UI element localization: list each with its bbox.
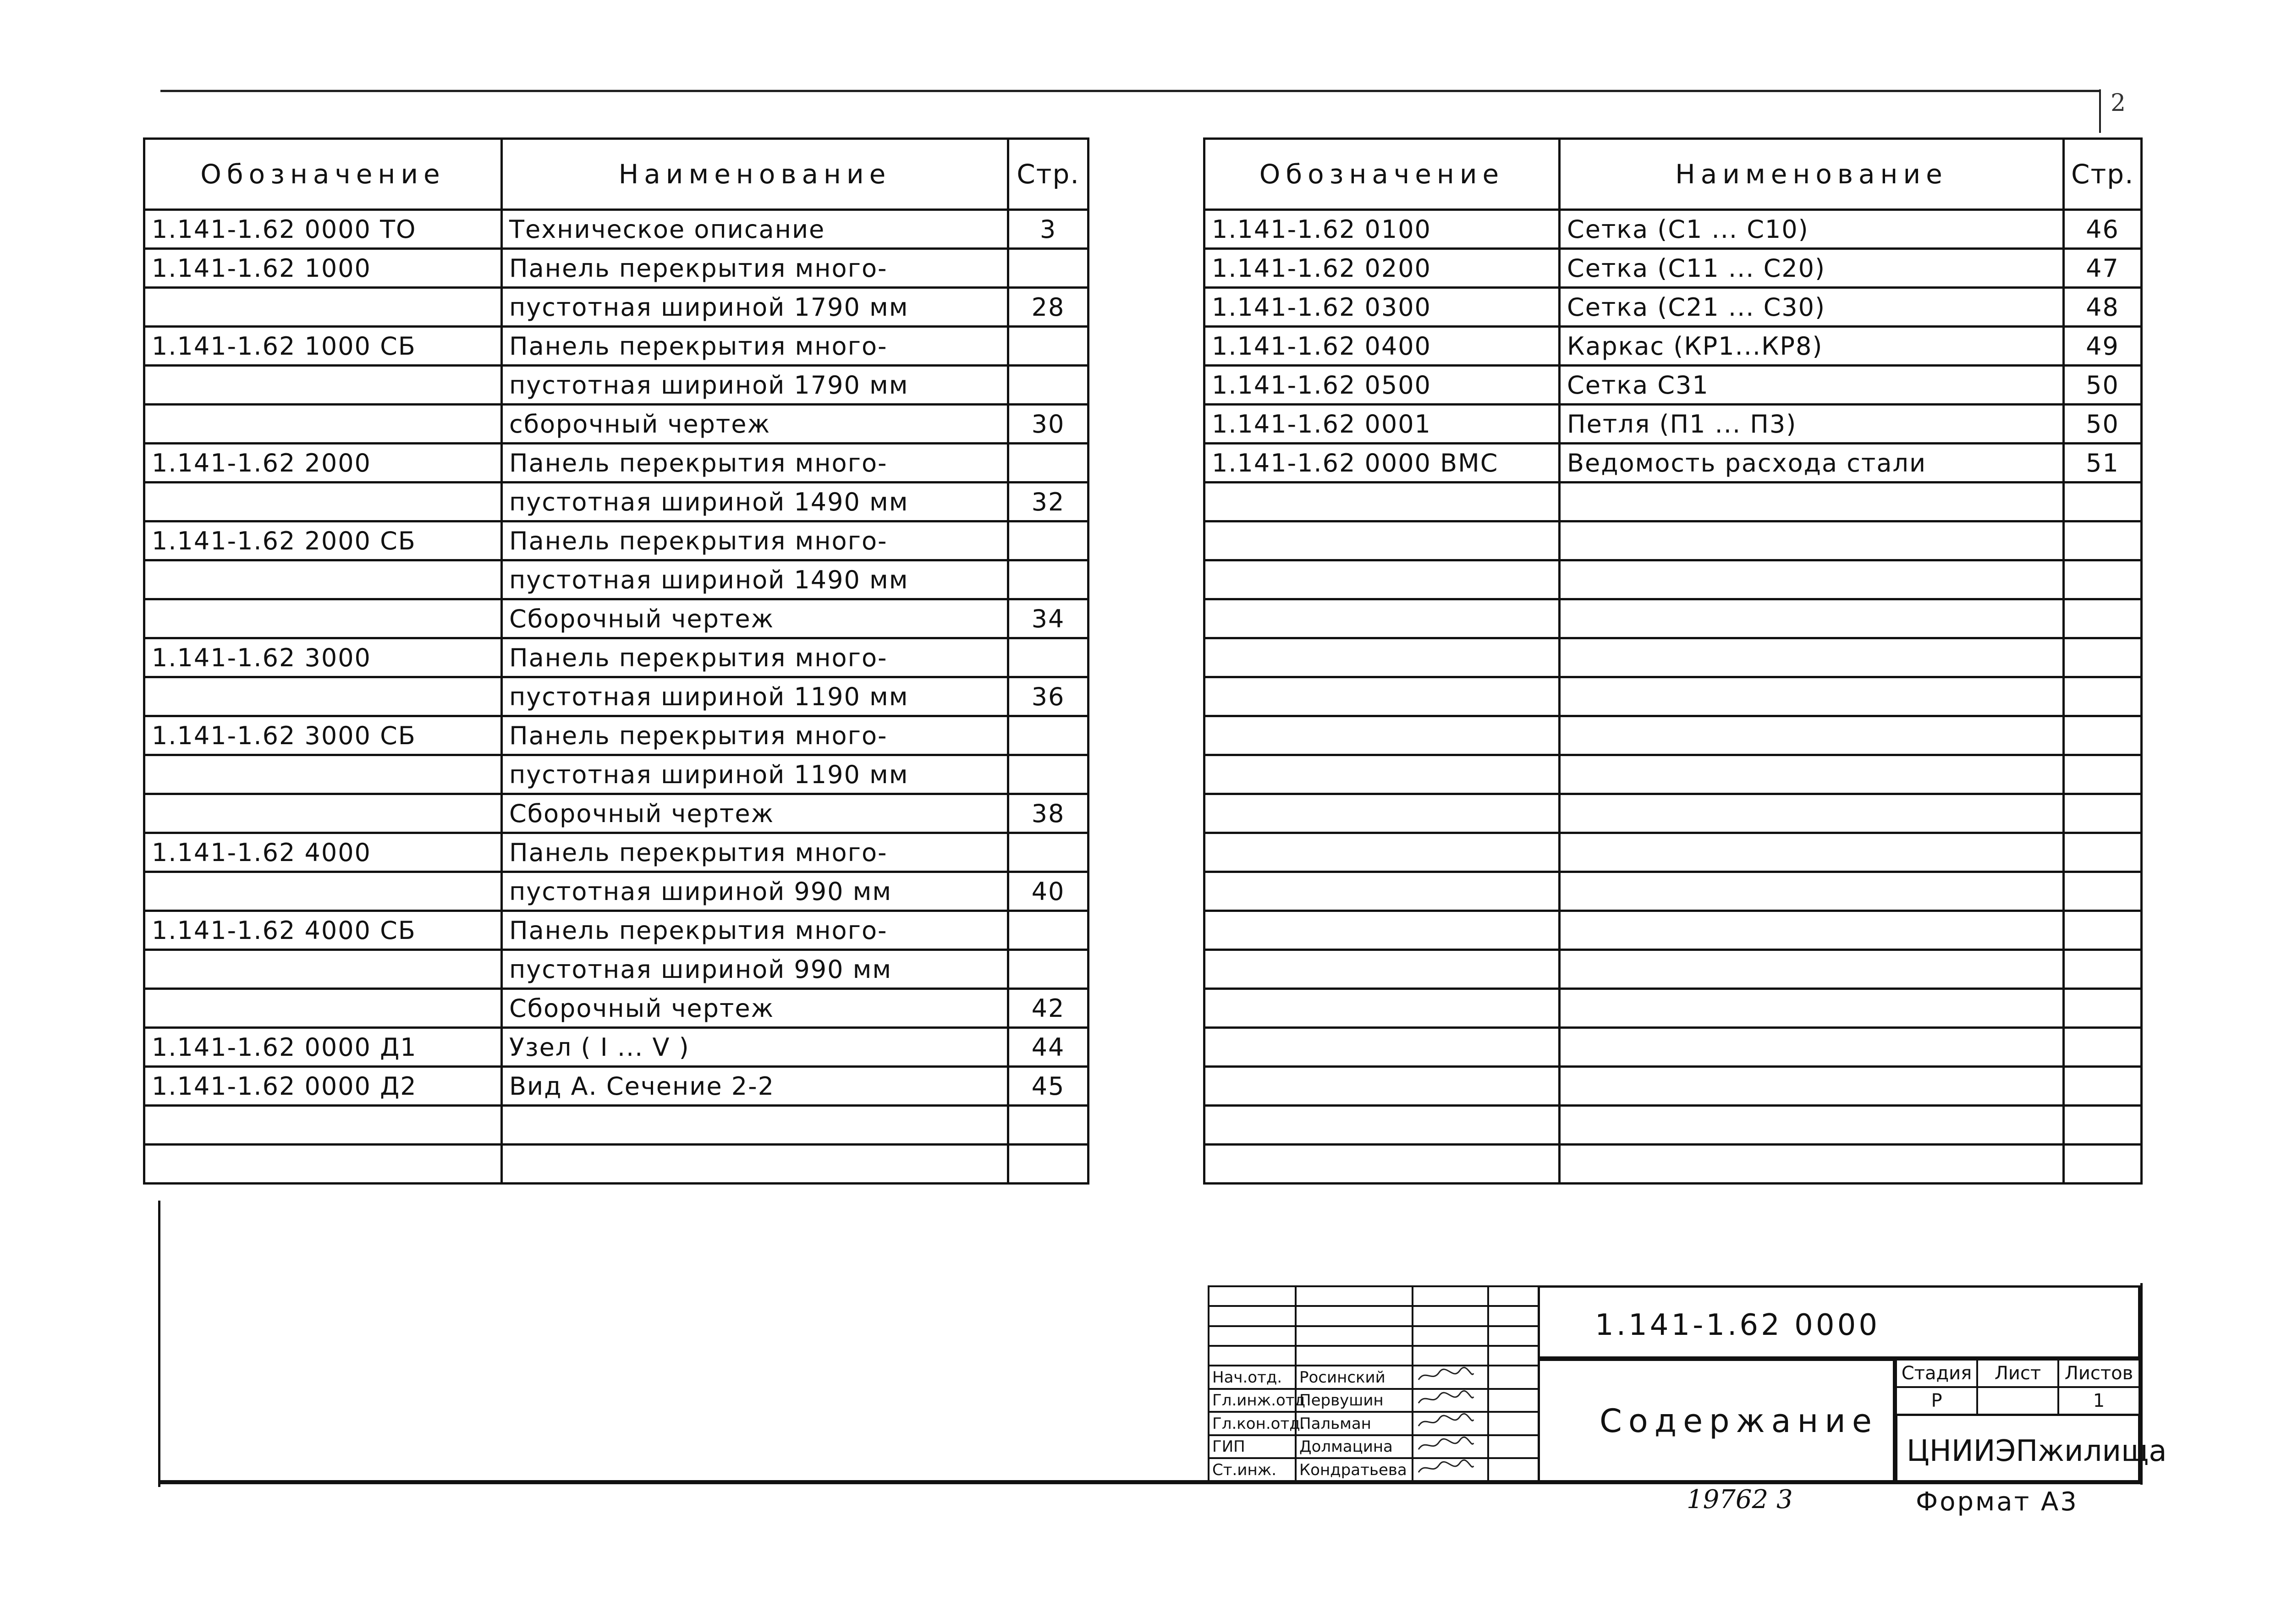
sheet-number: 2 (2111, 89, 2126, 117)
page-header: Стр. (1008, 139, 1089, 210)
designation-cell (144, 599, 502, 638)
name-cell: Панель перекрытия много- (502, 716, 1008, 755)
page-cell (1008, 521, 1089, 560)
table-row (1204, 872, 2142, 911)
name-cell: Ведомость расхода стали (1560, 444, 2064, 483)
name-cell (1560, 1067, 2064, 1106)
name-cell: Сборочный чертеж (502, 599, 1008, 638)
approval-cell (1209, 1306, 1296, 1326)
designation-cell (144, 560, 502, 599)
table-row (144, 872, 1089, 911)
name-header: Наименование (502, 139, 1008, 210)
table-row (1204, 210, 2142, 249)
designation-header: Обозначение (1204, 139, 1560, 210)
sheets-label: Листов (2058, 1360, 2139, 1387)
designation-cell (1204, 1145, 1560, 1184)
frame-left-border (158, 1201, 160, 1487)
table-row (144, 210, 1089, 249)
designation-header: Обозначение (144, 139, 502, 210)
document-code-box (1538, 1285, 2140, 1359)
name-cell (1560, 872, 2064, 911)
approval-cell (1296, 1326, 1413, 1346)
name-cell: Панель перекрытия много- (502, 249, 1008, 288)
name-cell (1560, 833, 2064, 872)
name-cell: Сетка (С21 ... С30) (1560, 288, 2064, 327)
date-cell (1488, 1389, 1539, 1412)
page-cell (2064, 1028, 2142, 1067)
designation-cell (1204, 599, 1560, 638)
designation-cell: 1.141-1.62 1000 СБ (144, 327, 502, 366)
page-cell: 34 (1008, 599, 1089, 638)
signature-icon (1416, 1390, 1476, 1407)
table-header-row (144, 139, 1089, 210)
approval-row (1209, 1366, 1539, 1389)
approval-cell (1296, 1346, 1413, 1366)
name-cell: Петля (П1 ... П3) (1560, 405, 2064, 444)
name-cell: Техническое описание (502, 210, 1008, 249)
table-row (144, 249, 1089, 288)
table-row (144, 911, 1089, 950)
name-cell: пустотная шириной 1190 мм (502, 677, 1008, 716)
table-row (1204, 755, 2142, 794)
approval-empty-row (1209, 1306, 1539, 1326)
name-cell: Панель перекрытия много- (502, 911, 1008, 950)
name-cell (1560, 716, 2064, 755)
table-row (1204, 249, 2142, 288)
name-cell: Сетка (С1 ... С10) (1560, 210, 2064, 249)
page-cell (1008, 833, 1089, 872)
page-cell (2064, 1067, 2142, 1106)
name-cell: Панель перекрытия много- (502, 444, 1008, 483)
approval-cell (1296, 1306, 1413, 1326)
page-cell: 30 (1008, 405, 1089, 444)
table-row (1204, 911, 2142, 950)
designation-cell: 1.141-1.62 0000 ВМС (1204, 444, 1560, 483)
document-code: 1.141-1.62 0000 (1595, 1308, 1880, 1342)
designation-cell: 1.141-1.62 0001 (1204, 405, 1560, 444)
date-cell (1488, 1366, 1539, 1389)
page-cell (2064, 599, 2142, 638)
name-cell (1560, 794, 2064, 833)
page-cell (2064, 872, 2142, 911)
approval-grid (1208, 1285, 1539, 1482)
sheet-value (1977, 1387, 2058, 1415)
approval-role: Ст.инж. (1209, 1458, 1296, 1481)
name-cell: Вид А. Сечение 2-2 (502, 1067, 1008, 1106)
name-cell (1560, 911, 2064, 950)
signature-cell (1413, 1412, 1488, 1435)
approval-name: Пальман (1296, 1412, 1413, 1435)
table-row (1204, 560, 2142, 599)
designation-cell (1204, 950, 1560, 989)
designation-cell (1204, 794, 1560, 833)
name-cell: пустотная шириной 1190 мм (502, 755, 1008, 794)
name-cell: Сетка С31 (1560, 366, 2064, 405)
approval-row (1209, 1412, 1539, 1435)
page-cell (2064, 1106, 2142, 1145)
table-row (1204, 950, 2142, 989)
approval-name: Долмацина (1296, 1435, 1413, 1459)
designation-cell (1204, 755, 1560, 794)
table-row (1204, 521, 2142, 560)
approval-row (1209, 1389, 1539, 1412)
page-cell (1008, 444, 1089, 483)
signature-icon (1416, 1413, 1476, 1430)
name-cell: пустотная шириной 1790 мм (502, 366, 1008, 405)
sheet-number-divider (2099, 89, 2101, 133)
date-cell (1488, 1435, 1539, 1459)
page-cell (2064, 521, 2142, 560)
page-cell (1008, 950, 1089, 989)
table-row (144, 560, 1089, 599)
page-cell (2064, 638, 2142, 677)
table-row (144, 989, 1089, 1028)
name-cell (1560, 599, 2064, 638)
page-cell (1008, 1106, 1089, 1145)
page-cell (2064, 483, 2142, 521)
page-cell: 47 (2064, 249, 2142, 288)
designation-cell: 1.141-1.62 1000 (144, 249, 502, 288)
approval-cell (1413, 1306, 1488, 1326)
table-row (1204, 989, 2142, 1028)
designation-cell (1204, 1028, 1560, 1067)
name-cell: Узел ( I ... V ) (502, 1028, 1008, 1067)
table-header-row (1204, 139, 2142, 210)
table-row (1204, 638, 2142, 677)
name-cell: пустотная шириной 990 мм (502, 872, 1008, 911)
page-cell: 42 (1008, 989, 1089, 1028)
page-cell: 28 (1008, 288, 1089, 327)
page-cell: 51 (2064, 444, 2142, 483)
page-cell: 40 (1008, 872, 1089, 911)
name-cell (502, 1145, 1008, 1184)
contents-table-right (1203, 137, 2143, 1185)
designation-cell: 1.141-1.62 3000 СБ (144, 716, 502, 755)
table-row (1204, 1145, 2142, 1184)
page-cell: 36 (1008, 677, 1089, 716)
page-cell (2064, 716, 2142, 755)
name-cell (1560, 1028, 2064, 1067)
approval-cell (1488, 1346, 1539, 1366)
approval-empty-row (1209, 1286, 1539, 1306)
table-row (144, 716, 1089, 755)
designation-cell (144, 677, 502, 716)
signature-cell (1413, 1458, 1488, 1481)
name-cell: Сборочный чертеж (502, 794, 1008, 833)
designation-cell: 1.141-1.62 2000 СБ (144, 521, 502, 560)
table-row (1204, 1106, 2142, 1145)
sheet-label: Лист (1977, 1360, 2058, 1387)
designation-cell (1204, 872, 1560, 911)
approval-name: Росинский (1296, 1366, 1413, 1389)
designation-cell: 1.141-1.62 0300 (1204, 288, 1560, 327)
designation-cell (1204, 1106, 1560, 1145)
name-cell: пустотная шириной 990 мм (502, 950, 1008, 989)
approval-role: Гл.инж.отд (1209, 1389, 1296, 1412)
table-row (1204, 405, 2142, 444)
designation-cell (1204, 716, 1560, 755)
date-cell (1488, 1412, 1539, 1435)
designation-cell: 1.141-1.62 0000 ТО (144, 210, 502, 249)
table-row (144, 405, 1089, 444)
table-row (144, 327, 1089, 366)
designation-cell (1204, 638, 1560, 677)
page-cell (1008, 560, 1089, 599)
designation-cell (144, 483, 502, 521)
designation-cell: 1.141-1.62 4000 СБ (144, 911, 502, 950)
table-row (1204, 1067, 2142, 1106)
designation-cell (144, 950, 502, 989)
page-cell (2064, 911, 2142, 950)
designation-cell (1204, 677, 1560, 716)
page-cell: 32 (1008, 483, 1089, 521)
designation-cell (144, 288, 502, 327)
name-cell: Панель перекрытия много- (502, 833, 1008, 872)
table-row (144, 833, 1089, 872)
page-cell (1008, 911, 1089, 950)
approval-cell (1413, 1346, 1488, 1366)
approval-cell (1488, 1326, 1539, 1346)
page-cell: 50 (2064, 405, 2142, 444)
designation-cell: 1.141-1.62 3000 (144, 638, 502, 677)
table-row (1204, 794, 2142, 833)
name-cell: пустотная шириной 1790 мм (502, 288, 1008, 327)
table-row (144, 1145, 1089, 1184)
approval-role: Гл.кон.отд. (1209, 1412, 1296, 1435)
table-row (1204, 833, 2142, 872)
table-row (1204, 677, 2142, 716)
table-row (144, 1106, 1089, 1145)
table-row (144, 288, 1089, 327)
table-row (144, 677, 1089, 716)
approval-role: ГИП (1209, 1435, 1296, 1459)
designation-cell (1204, 833, 1560, 872)
approval-row (1209, 1435, 1539, 1459)
designation-cell (144, 366, 502, 405)
date-cell (1488, 1458, 1539, 1481)
approval-row (1209, 1458, 1539, 1481)
designation-cell: 1.141-1.62 0000 Д1 (144, 1028, 502, 1067)
page-cell (2064, 1145, 2142, 1184)
designation-cell: 1.141-1.62 0400 (1204, 327, 1560, 366)
organization-name: ЦНИИЭПжилища (1907, 1434, 2167, 1468)
approval-cell (1209, 1286, 1296, 1306)
stage-label: Стадия (1896, 1360, 1977, 1387)
table-row (1204, 483, 2142, 521)
page-cell: 49 (2064, 327, 2142, 366)
inventory-number: 19762 3 (1687, 1485, 1793, 1514)
designation-cell: 1.141-1.62 0200 (1204, 249, 1560, 288)
designation-cell: 1.141-1.62 0500 (1204, 366, 1560, 405)
page-cell (1008, 716, 1089, 755)
designation-cell (144, 1106, 502, 1145)
approval-name: Первушин (1296, 1389, 1413, 1412)
name-cell (1560, 638, 2064, 677)
designation-cell (1204, 521, 1560, 560)
stage-value: Р (1896, 1387, 1977, 1415)
designation-cell: 1.141-1.62 0100 (1204, 210, 1560, 249)
table-row (144, 483, 1089, 521)
name-cell: Сетка (С11 ... С20) (1560, 249, 2064, 288)
table-row (1204, 366, 2142, 405)
name-cell (1560, 1106, 2064, 1145)
signature-icon (1416, 1437, 1476, 1453)
table-row (1204, 327, 2142, 366)
page-cell (2064, 677, 2142, 716)
approval-name: Кондратьева (1296, 1458, 1413, 1481)
signature-cell (1413, 1366, 1488, 1389)
designation-cell (1204, 989, 1560, 1028)
signature-icon (1416, 1367, 1476, 1383)
document-title: Содержание (1600, 1402, 1878, 1440)
title-block (1208, 1285, 2167, 1482)
approval-empty-row (1209, 1326, 1539, 1346)
page-cell (1008, 755, 1089, 794)
document-title-box (1538, 1359, 1895, 1482)
designation-cell: 1.141-1.62 2000 (144, 444, 502, 483)
table-row (144, 444, 1089, 483)
page-cell (1008, 249, 1089, 288)
page-cell (1008, 638, 1089, 677)
approval-cell (1488, 1286, 1539, 1306)
approval-cell (1209, 1346, 1296, 1366)
page-cell: 3 (1008, 210, 1089, 249)
table-row (144, 755, 1089, 794)
page-cell: 44 (1008, 1028, 1089, 1067)
table-row (144, 1067, 1089, 1106)
approval-role: Нач.отд. (1209, 1366, 1296, 1389)
name-cell: пустотная шириной 1490 мм (502, 483, 1008, 521)
page-cell: 50 (2064, 366, 2142, 405)
page-cell (2064, 755, 2142, 794)
table-row (144, 366, 1089, 405)
sheets-value: 1 (2058, 1387, 2139, 1415)
table-row (144, 521, 1089, 560)
designation-cell (1204, 1067, 1560, 1106)
page-cell (2064, 833, 2142, 872)
approval-cell (1413, 1326, 1488, 1346)
stage-table (1895, 1359, 2140, 1416)
top-border-line (160, 90, 2099, 92)
page-cell: 45 (1008, 1067, 1089, 1106)
signature-icon (1416, 1459, 1476, 1476)
name-cell (1560, 483, 2064, 521)
name-cell (1560, 950, 2064, 989)
page-cell: 48 (2064, 288, 2142, 327)
table-row (1204, 1028, 2142, 1067)
page-cell (2064, 950, 2142, 989)
table-row (1204, 444, 2142, 483)
page-cell (1008, 366, 1089, 405)
name-cell: Панель перекрытия много- (502, 327, 1008, 366)
approval-empty-row (1209, 1346, 1539, 1366)
table-row (144, 794, 1089, 833)
approval-cell (1296, 1286, 1413, 1306)
name-cell: пустотная шириной 1490 мм (502, 560, 1008, 599)
table-row (1204, 716, 2142, 755)
table-row (144, 950, 1089, 989)
name-cell: Панель перекрытия много- (502, 638, 1008, 677)
name-header: Наименование (1560, 139, 2064, 210)
name-cell (1560, 677, 2064, 716)
name-cell (1560, 989, 2064, 1028)
contents-table-left (143, 137, 1089, 1185)
designation-cell (144, 872, 502, 911)
name-cell (1560, 560, 2064, 599)
page-cell (2064, 989, 2142, 1028)
table-row (1204, 288, 2142, 327)
page-cell (2064, 794, 2142, 833)
designation-cell (144, 794, 502, 833)
designation-cell (144, 989, 502, 1028)
designation-cell (1204, 483, 1560, 521)
designation-cell (144, 755, 502, 794)
name-cell: Каркас (КР1...КР8) (1560, 327, 2064, 366)
name-cell (502, 1106, 1008, 1145)
designation-cell (144, 1145, 502, 1184)
name-cell (1560, 521, 2064, 560)
page-cell (1008, 1145, 1089, 1184)
table-row (144, 638, 1089, 677)
name-cell: сборочный чертеж (502, 405, 1008, 444)
page-cell: 38 (1008, 794, 1089, 833)
designation-cell (1204, 911, 1560, 950)
table-row (144, 599, 1089, 638)
designation-cell (1204, 560, 1560, 599)
designation-cell: 1.141-1.62 0000 Д2 (144, 1067, 502, 1106)
name-cell (1560, 755, 2064, 794)
paper-format: Формат А3 (1916, 1487, 2078, 1517)
approval-cell (1209, 1326, 1296, 1346)
table-row (144, 1028, 1089, 1067)
name-cell (1560, 1145, 2064, 1184)
name-cell: Сборочный чертеж (502, 989, 1008, 1028)
name-cell: Панель перекрытия много- (502, 521, 1008, 560)
signature-cell (1413, 1435, 1488, 1459)
page-cell (1008, 327, 1089, 366)
organization-box (1895, 1414, 2167, 1482)
page-header: Стр. (2064, 139, 2142, 210)
signature-cell (1413, 1389, 1488, 1412)
designation-cell: 1.141-1.62 4000 (144, 833, 502, 872)
table-row (1204, 599, 2142, 638)
page-cell (2064, 560, 2142, 599)
designation-cell (144, 405, 502, 444)
approval-cell (1488, 1306, 1539, 1326)
approval-cell (1413, 1286, 1488, 1306)
page-cell: 46 (2064, 210, 2142, 249)
